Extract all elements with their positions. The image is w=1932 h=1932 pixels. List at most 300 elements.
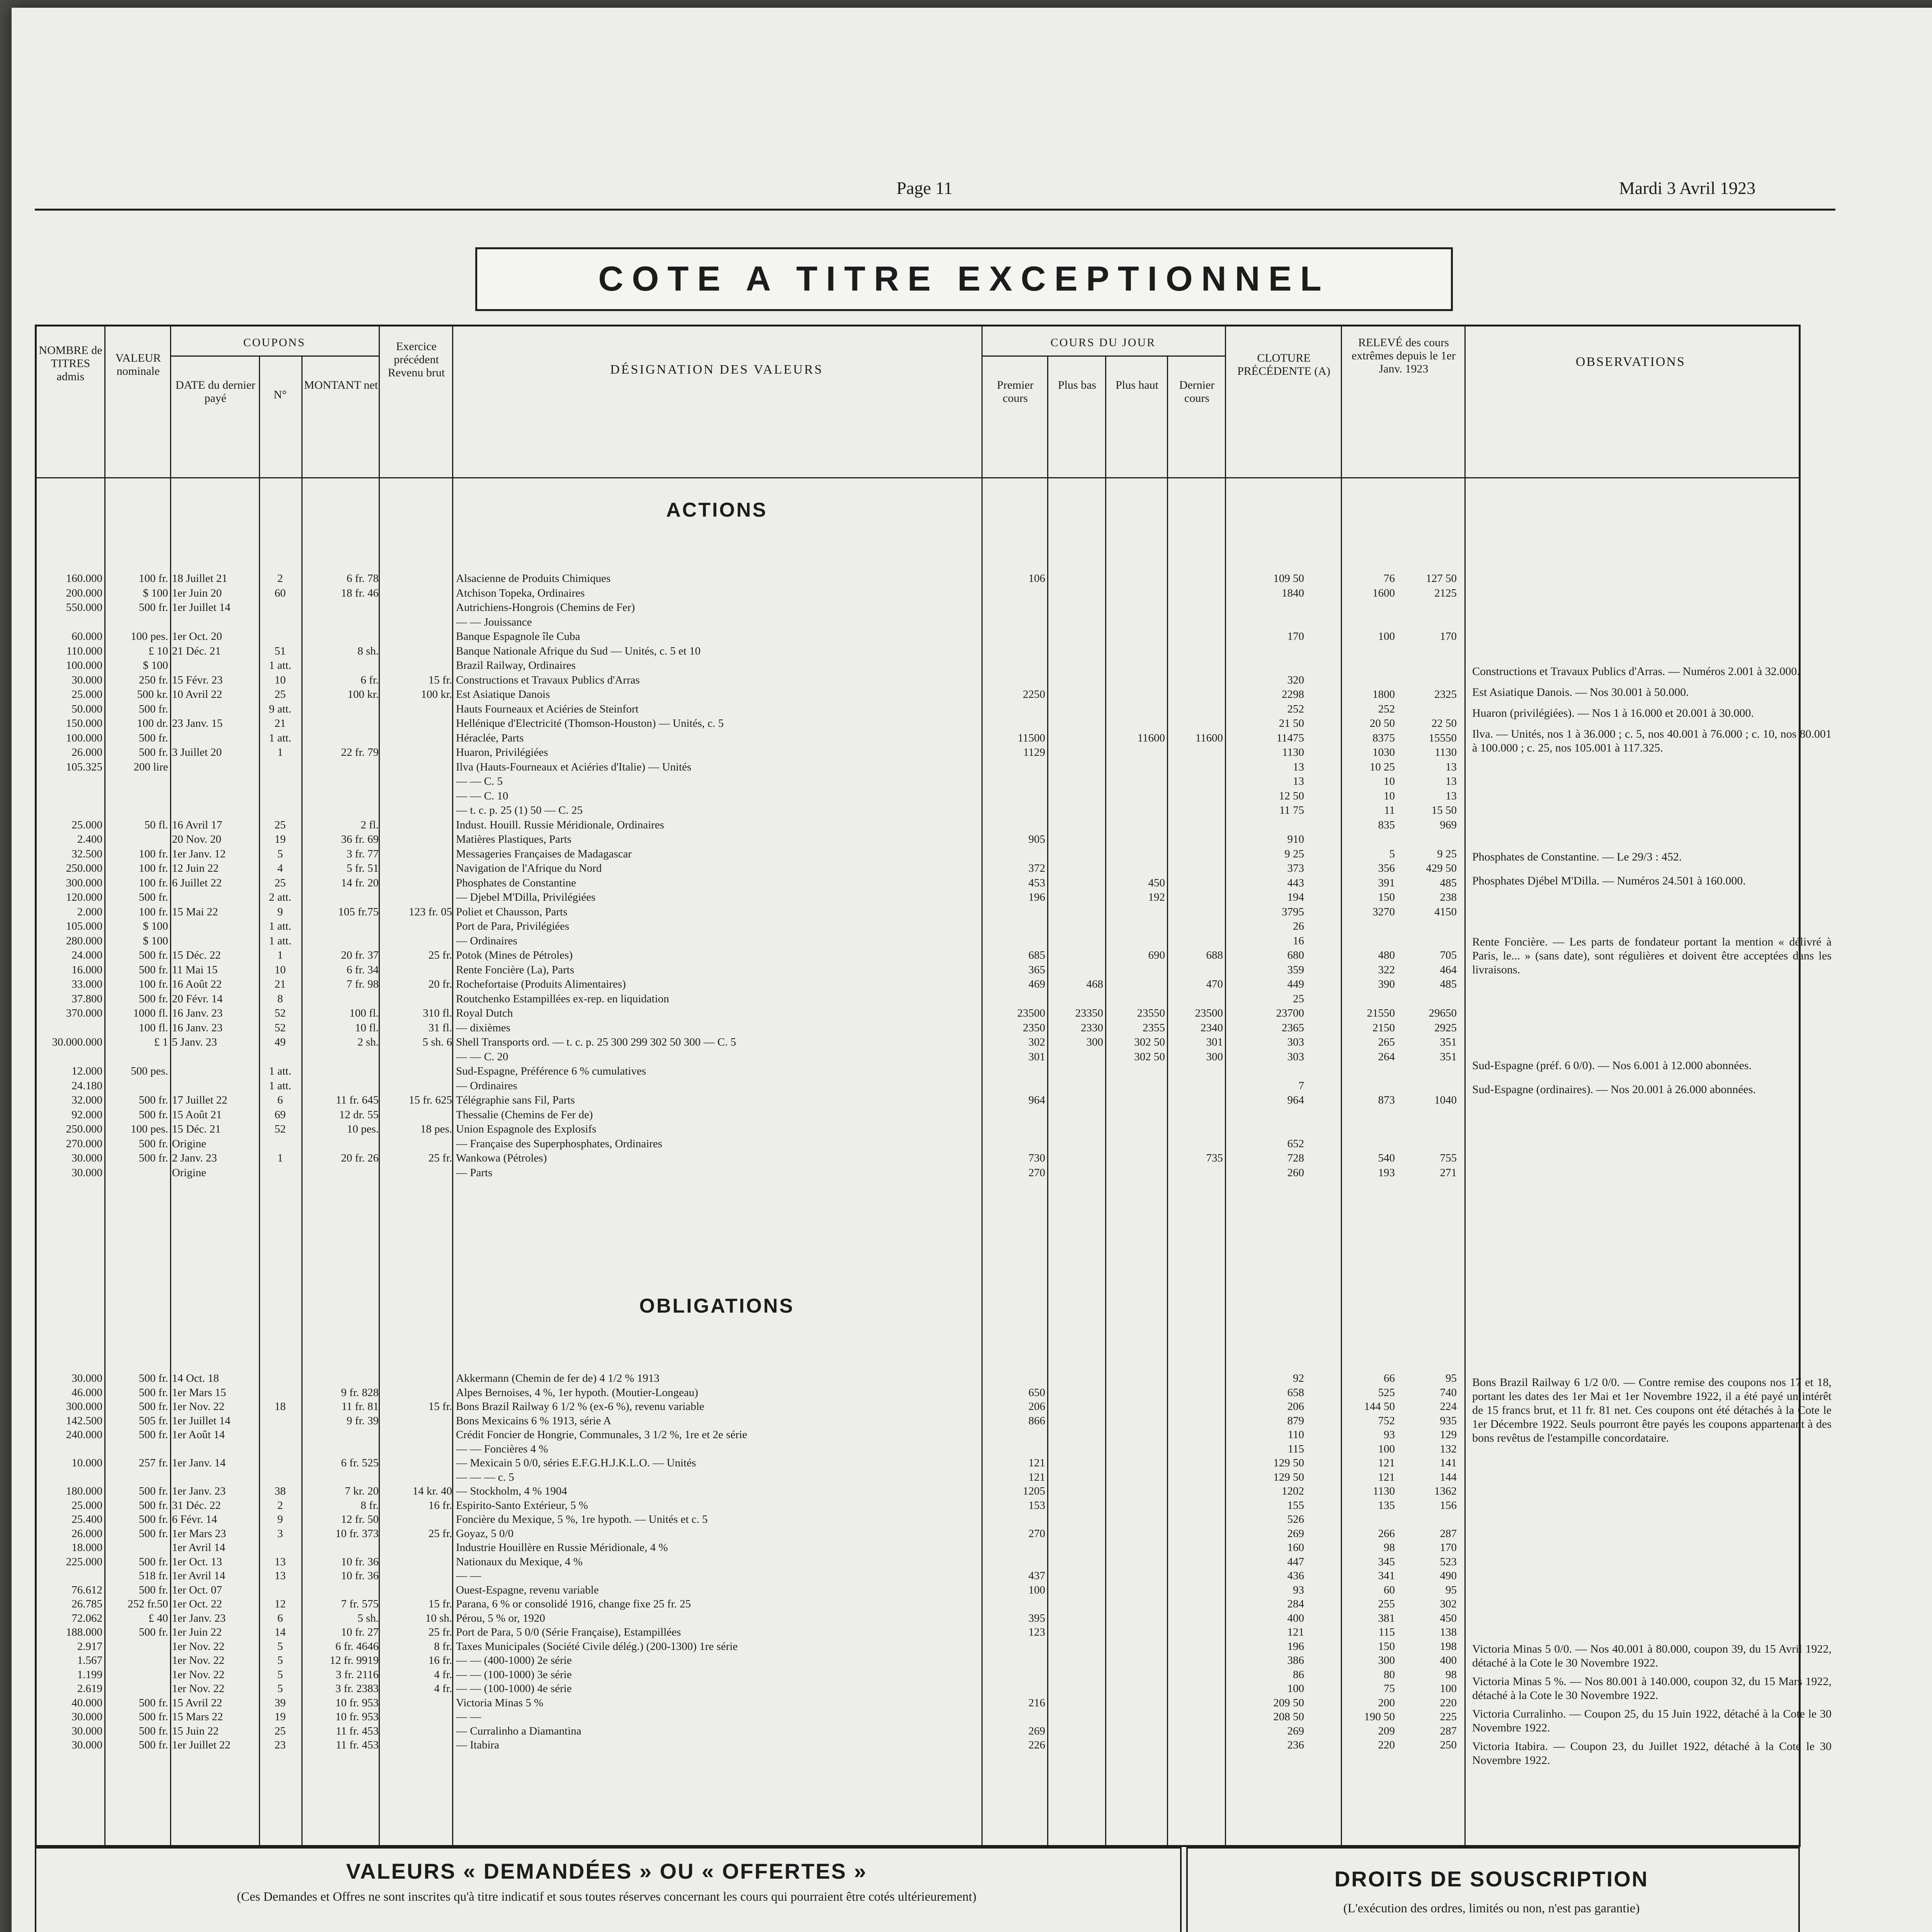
cell-premier: 365 [1028, 963, 1045, 976]
cell-designation: Hauts Fourneaux et Aciéries de Steinfort [456, 702, 639, 715]
table-row [35, 978, 1464, 991]
page-date: Mardi 3 Avril 1923 [1619, 178, 1756, 198]
cell-valeur: 500 fr. [139, 1555, 168, 1568]
cell-releve-bas: 80 [1384, 1668, 1395, 1681]
cell-designation: Navigation de l'Afrique du Nord [456, 862, 602, 874]
cell-cloture: 3795 [1282, 905, 1304, 918]
cell-nombre: 2.917 [77, 1640, 102, 1653]
cell-valeur: $ 100 [143, 587, 168, 599]
cell-plus-haut: 23550 [1137, 1007, 1165, 1019]
cell-releve-bas: 115 [1378, 1626, 1395, 1638]
cell-cloture: 11 75 [1279, 804, 1304, 816]
cell-cloture: 160 [1287, 1541, 1304, 1554]
cell-releve-haut: 2125 [1434, 587, 1457, 599]
table-row [35, 659, 1464, 672]
cell-montant: 12 fr. 50 [341, 1513, 379, 1526]
cell-nombre: 110.000 [66, 645, 102, 657]
cell-premier: 730 [1028, 1152, 1045, 1164]
cell-num: 5 [277, 847, 283, 860]
cell-num: 1 att. [269, 659, 291, 672]
cell-montant: 6 fr. [361, 673, 379, 686]
cell-num: 4 [277, 862, 283, 874]
cell-premier: 270 [1028, 1166, 1045, 1179]
cell-date: 1er Juin 20 [172, 587, 222, 599]
cell-releve-haut: 485 [1440, 876, 1457, 889]
cell-date: Origine [172, 1166, 206, 1179]
table-row [35, 847, 1464, 861]
cell-montant: 11 fr. 453 [336, 1739, 379, 1751]
demandees-title: VALEURS « DEMANDÉES » OU « OFFERTES » [346, 1859, 867, 1883]
cell-cloture: 436 [1287, 1570, 1304, 1582]
cell-montant: 6 fr. 525 [341, 1457, 379, 1469]
table-row [35, 920, 1464, 933]
cell-plus-haut: 11600 [1137, 731, 1165, 744]
cell-cloture: 25 [1293, 992, 1304, 1005]
cell-num: 21 [274, 717, 286, 730]
cell-montant: 10 fr. 373 [335, 1527, 379, 1540]
cell-cloture: 93 [1293, 1583, 1304, 1596]
cell-releve-bas: 322 [1378, 963, 1395, 976]
cell-releve-haut: 198 [1440, 1640, 1457, 1653]
cell-valeur: 500 fr. [139, 1696, 168, 1709]
cell-nombre: 30.000 [71, 1152, 102, 1164]
cell-nombre: 50.000 [71, 702, 102, 715]
cell-cloture: 2365 [1282, 1021, 1304, 1034]
cell-releve-haut: 2325 [1434, 688, 1457, 701]
cell-releve-bas: 266 [1378, 1527, 1395, 1540]
cell-releve-haut: 95 [1446, 1583, 1457, 1596]
cell-date: 1er Juillet 14 [172, 601, 231, 614]
cell-valeur: 252 fr.50 [128, 1598, 168, 1610]
obs-victoria-2: Victoria Minas 5 %. — Nos 80.001 à 140.000, coupon 32, du 15 Mars 1922, détaché à la Cote le 30 Novembre 1922. [1472, 1675, 1832, 1702]
cell-valeur: 250 fr. [139, 673, 168, 686]
cell-cloture: 1130 [1282, 746, 1304, 759]
cell-cloture: 320 [1287, 673, 1304, 686]
table-row [35, 1166, 1464, 1180]
cell-montant: 18 fr. 46 [341, 587, 379, 599]
cell-plus-bas: 468 [1086, 978, 1103, 990]
observations-block-3 [1472, 935, 1832, 1000]
cell-num: 2 att. [269, 891, 291, 903]
cell-releve-haut: 129 [1440, 1429, 1457, 1441]
cell-num: 52 [274, 1007, 286, 1019]
cell-releve-haut: 238 [1440, 891, 1457, 903]
cell-premier: 395 [1028, 1612, 1045, 1624]
cell-designation: Rochefortaise (Produits Alimentaires) [456, 978, 626, 990]
cell-releve-bas: 835 [1378, 818, 1395, 831]
cell-releve-bas: 1030 [1372, 746, 1395, 759]
col-coupons: COUPONS [243, 336, 306, 349]
table-row [35, 1471, 1464, 1484]
cell-cloture: 13 [1293, 775, 1304, 787]
cell-valeur: 100 pes. [131, 630, 168, 643]
cell-cloture: 284 [1287, 1598, 1304, 1610]
cell-premier: 226 [1028, 1739, 1045, 1751]
col-cloture: CLOTURE PRÉCÉDENTE (A) [1237, 352, 1330, 378]
cell-num: 1 [277, 949, 283, 961]
cell-nombre: 270.000 [66, 1137, 102, 1150]
cell-cloture: 447 [1287, 1555, 1304, 1568]
cell-nombre: 24.180 [71, 1079, 102, 1092]
table-row [35, 804, 1464, 817]
cell-num: 8 [277, 992, 283, 1005]
cell-designation: — — C. 20 [456, 1050, 509, 1063]
table-row [35, 1414, 1464, 1428]
cell-releve-bas: 121 [1378, 1471, 1395, 1483]
cell-nombre: 225.000 [66, 1555, 102, 1568]
cell-dernier: 735 [1206, 1152, 1223, 1164]
cell-nombre: 30.000 [71, 1725, 102, 1737]
cell-designation: Atchison Topeka, Ordinaires [456, 587, 585, 599]
cell-valeur: 500 fr. [139, 1499, 168, 1512]
cell-designation: Potok (Mines de Pétroles) [456, 949, 573, 961]
cell-premier: 121 [1028, 1471, 1045, 1483]
cell-montant: 10 fr. 953 [335, 1696, 379, 1709]
cell-designation: Port de Para, Privilégiées [456, 920, 570, 932]
cell-montant: 10 fr. 36 [341, 1555, 379, 1568]
cell-date: 18 Juillet 21 [172, 572, 228, 585]
cell-exercice: 14 kr. 40 [412, 1485, 452, 1497]
col-cours-jour: COURS DU JOUR [1050, 336, 1156, 349]
cell-valeur: 500 fr. [139, 731, 168, 744]
cell-exercice: 4 fr. [434, 1682, 452, 1695]
table-row [35, 789, 1464, 803]
table-row [35, 1442, 1464, 1456]
cell-releve-bas: 356 [1378, 862, 1395, 874]
cell-date: 6 Juillet 22 [172, 876, 222, 889]
table-row [35, 1428, 1464, 1442]
cell-premier: 2350 [1023, 1021, 1045, 1034]
table-row [35, 1682, 1464, 1696]
cell-date: Origine [172, 1137, 206, 1150]
cell-nombre: 300.000 [66, 876, 102, 889]
cell-nombre: 32.500 [71, 847, 102, 860]
cell-montant: 9 fr. 828 [341, 1386, 379, 1399]
cell-valeur: 100 fl. [139, 1021, 168, 1034]
cell-valeur: 500 fr. [139, 1485, 168, 1497]
cell-designation: — Française des Superphosphates, Ordinaires [456, 1137, 662, 1150]
cell-cloture: 526 [1287, 1513, 1304, 1526]
cell-date: 15 Déc. 21 [172, 1123, 221, 1135]
cell-num: 38 [274, 1485, 286, 1497]
cell-designation: — — Foncières 4 % [456, 1442, 548, 1455]
cell-releve-bas: 98 [1384, 1541, 1395, 1554]
cell-montant: 20 fr. 37 [341, 949, 379, 961]
cell-nombre: 150.000 [66, 717, 102, 730]
cell-valeur: $ 100 [143, 659, 168, 672]
col-montant: MONTANT net [304, 379, 378, 391]
cell-valeur: 500 fr. [139, 891, 168, 903]
cell-valeur: 200 lire [133, 760, 168, 773]
cell-designation: Alpes Bernoises, 4 %, 1er hypoth. (Moutier-Longeau) [456, 1386, 698, 1399]
cell-releve-bas: 150 [1378, 891, 1395, 903]
cell-valeur: £ 1 [154, 1036, 168, 1048]
cell-date: 20 Févr. 14 [172, 992, 223, 1005]
cell-designation: Wankowa (Pétroles) [456, 1152, 547, 1164]
cell-releve-bas: 11 [1384, 804, 1395, 816]
cell-valeur: 50 fl. [144, 818, 168, 831]
obs-victoria-1: Victoria Minas 5 0/0. — Nos 40.001 à 80.000, coupon 39, du 15 Avril 1922, détaché à la Cote le 30 Novembre 1922. [1472, 1643, 1832, 1669]
col-dernier: Dernier cours [1179, 379, 1215, 405]
cell-num: 9 [277, 1513, 283, 1526]
col-date: DATE du dernier payé [175, 379, 255, 405]
cell-valeur: 500 fr. [139, 1400, 168, 1413]
cell-premier: 1129 [1023, 746, 1045, 759]
cell-releve-haut: 13 [1446, 775, 1457, 787]
cell-designation: Rente Foncière (La), Parts [456, 963, 575, 976]
cell-dernier: 2340 [1201, 1021, 1223, 1034]
cell-releve-haut: 1130 [1435, 746, 1457, 759]
cell-plus-bas: 23350 [1075, 1007, 1103, 1019]
cell-releve-haut: 220 [1440, 1696, 1457, 1709]
cell-releve-bas: 21550 [1367, 1007, 1395, 1019]
cell-designation: — Mexicain 5 0/0, séries E.F.G.H.J.K.L.O. — Unités [456, 1457, 696, 1469]
cell-designation: Héraclée, Parts [456, 731, 524, 744]
cell-nombre: 30.000.000 [52, 1036, 102, 1048]
cell-num: 10 [274, 673, 286, 686]
cell-releve-haut: 29650 [1429, 1007, 1457, 1019]
cell-releve-bas: 144 50 [1364, 1400, 1395, 1413]
cell-exercice: 15 fr. [428, 1400, 452, 1413]
cell-cloture: 400 [1287, 1612, 1304, 1624]
cell-exercice: 5 sh. 6 [422, 1036, 452, 1048]
cell-premier: 269 [1028, 1725, 1045, 1737]
cell-valeur: 500 fr. [139, 1711, 168, 1723]
cell-montant: 8 fr. [361, 1499, 379, 1512]
obs-phosphates: Phosphates de Constantine. — Le 29/3 : 452. [1472, 850, 1682, 863]
cell-nombre: 250.000 [66, 1123, 102, 1135]
cell-premier: 469 [1028, 978, 1045, 990]
table-row [35, 688, 1464, 701]
cell-exercice: 16 fr. [428, 1499, 452, 1512]
cell-dernier: 688 [1206, 949, 1223, 961]
cell-valeur: 100 fr. [139, 905, 168, 918]
cell-releve-haut: 1040 [1434, 1094, 1457, 1106]
cell-valeur: 500 fr. [139, 1137, 168, 1150]
cell-designation: Espirito-Santo Extérieur, 5 % [456, 1499, 588, 1512]
col-releve: RELEVÉ des cours extrêmes depuis le 1er Janv. 1923 [1351, 336, 1456, 375]
table-row [35, 1725, 1464, 1738]
cell-montant: 11 fr. 453 [336, 1725, 379, 1737]
obligations-table-body [35, 1372, 1464, 1758]
cell-releve-bas: 265 [1378, 1036, 1395, 1048]
table-row [35, 1065, 1464, 1078]
cell-releve-haut: 138 [1440, 1626, 1457, 1638]
cell-date: 3 Juillet 20 [172, 746, 222, 759]
cell-releve-bas: 93 [1384, 1429, 1395, 1441]
cell-num: 1 att. [269, 934, 291, 947]
cell-premier: 216 [1028, 1696, 1045, 1709]
cell-nombre: 92.000 [71, 1108, 102, 1121]
cell-designation: — — — c. 5 [456, 1471, 514, 1483]
cell-valeur: 257 fr. [139, 1457, 168, 1469]
cell-nombre: 1.199 [77, 1668, 102, 1681]
cell-montant: 10 fr. 953 [335, 1711, 379, 1723]
cell-valeur: £ 40 [148, 1612, 168, 1624]
cell-date: 1er Nov. 22 [172, 1640, 224, 1653]
cell-nombre: 2.000 [77, 905, 102, 918]
cell-designation: — — Jouissance [456, 616, 532, 628]
cell-valeur: 500 pes. [131, 1065, 168, 1077]
cell-nombre: 25.000 [71, 818, 102, 831]
col-plus-bas: Plus bas [1058, 379, 1097, 391]
cell-valeur: 500 fr. [139, 1386, 168, 1399]
cell-valeur: 500 fr. [139, 746, 168, 759]
cell-num: 25 [274, 1725, 286, 1737]
cell-designation: Poliet et Chausson, Parts [456, 905, 568, 918]
cell-date: 1er Oct. 13 [172, 1555, 222, 1568]
cell-valeur: 500 fr. [139, 1108, 168, 1121]
cell-date: 1er Janv. 14 [172, 1457, 226, 1469]
cell-date: 31 Déc. 22 [172, 1499, 221, 1512]
cell-nombre: 300.000 [66, 1400, 102, 1413]
cell-designation: Nationaux du Mexique, 4 % [456, 1555, 583, 1568]
cell-date: 1er Nov. 22 [172, 1668, 224, 1681]
cell-cloture: 910 [1287, 833, 1304, 845]
cell-montant: 22 fr. 79 [341, 746, 379, 759]
col-num: N° [274, 388, 287, 401]
cell-nombre: 188.000 [66, 1626, 102, 1638]
col-nombre: NOMBRE de TITRES admis [39, 344, 102, 383]
cell-premier: 106 [1028, 572, 1045, 585]
cell-cloture: 115 [1287, 1442, 1304, 1455]
cell-plus-haut: 690 [1148, 949, 1165, 961]
cell-premier: 302 [1028, 1036, 1045, 1048]
cell-releve-bas: 264 [1378, 1050, 1395, 1063]
cell-designation: — Curralinho a Diamantina [456, 1725, 582, 1737]
cell-cloture: 1202 [1282, 1485, 1304, 1497]
table-row [35, 992, 1464, 1006]
table-row [35, 1569, 1464, 1583]
cell-nombre: 280.000 [66, 934, 102, 947]
cell-designation: — — (400-1000) 2e série [456, 1654, 572, 1667]
cell-date: 1er Oct. 07 [172, 1583, 222, 1596]
cell-nombre: 240.000 [66, 1429, 102, 1441]
cell-releve-haut: 429 50 [1426, 862, 1457, 874]
cell-releve-bas: 300 [1378, 1654, 1395, 1667]
cell-num: 5 [277, 1668, 283, 1681]
table-row [35, 1021, 1464, 1035]
cell-date: 1er Juillet 22 [172, 1739, 231, 1751]
cell-montant: 105 fr.75 [338, 905, 379, 918]
cell-releve-haut: 287 [1440, 1725, 1457, 1737]
cell-valeur: 500 fr. [139, 992, 168, 1005]
cell-nombre: 160.000 [66, 572, 102, 585]
cell-releve-haut: 740 [1440, 1386, 1457, 1399]
cell-cloture: 155 [1287, 1499, 1304, 1512]
cell-cloture: 129 50 [1273, 1471, 1304, 1483]
cell-designation: — — C. 10 [456, 789, 509, 802]
cell-cloture: 449 [1287, 978, 1304, 990]
cell-cloture: 110 [1287, 1429, 1304, 1441]
cell-designation: Royal Dutch [456, 1007, 513, 1019]
cell-releve-haut: 2925 [1434, 1021, 1457, 1034]
cell-valeur: 100 fr. [139, 862, 168, 874]
cell-nombre: 26.000 [71, 746, 102, 759]
cell-nombre: 76.612 [71, 1583, 102, 1596]
cell-montant: 5 sh. [357, 1612, 379, 1624]
cell-exercice: 18 pes. [420, 1123, 452, 1135]
cell-designation: — t. c. p. 25 (1) 50 — C. 25 [456, 804, 583, 816]
cell-num: 5 [277, 1640, 283, 1653]
cell-designation: Banque Nationale Afrique du Sud — Unités, c. 5 et 10 [456, 645, 701, 657]
cell-nombre: 30.000 [71, 1372, 102, 1384]
cell-nombre: 26.785 [71, 1598, 102, 1610]
col-premier: Premier cours [997, 379, 1034, 405]
cell-cloture: 7 [1298, 1079, 1304, 1092]
cell-valeur: 500 fr. [139, 963, 168, 976]
cell-designation: Thessalie (Chemins de Fer de) [456, 1108, 593, 1121]
cell-premier: 270 [1028, 1527, 1045, 1540]
cell-nombre: 105.325 [66, 760, 102, 773]
cell-cloture: 658 [1287, 1386, 1304, 1399]
cell-releve-bas: 540 [1378, 1152, 1395, 1164]
cell-date: 1er Juillet 14 [172, 1414, 231, 1427]
cell-releve-bas: 1600 [1372, 587, 1395, 599]
cell-premier: 121 [1028, 1457, 1045, 1469]
cell-num: 13 [274, 1570, 286, 1582]
cell-cloture: 208 50 [1273, 1711, 1304, 1723]
cell-nombre: 142.500 [66, 1414, 102, 1427]
cell-num: 10 [274, 963, 286, 976]
cell-date: 1er Juin 22 [172, 1626, 222, 1638]
cell-designation: Phosphates de Constantine [456, 876, 576, 889]
cell-cloture: 269 [1287, 1527, 1304, 1540]
cell-cloture: 680 [1287, 949, 1304, 961]
cell-date: 15 Avril 22 [172, 1696, 222, 1709]
cell-num: 18 [274, 1400, 286, 1413]
cell-nombre: 46.000 [71, 1386, 102, 1399]
cell-releve-bas: 76 [1384, 572, 1395, 585]
cell-designation: — Ordinaires [456, 1079, 517, 1092]
cell-designation: Indust. Houill. Russie Méridionale, Ordinaires [456, 818, 664, 831]
cell-designation: Ilva (Hauts-Fourneaux et Aciéries d'Italie) — Unités [456, 760, 692, 773]
cell-releve-bas: 480 [1378, 949, 1395, 961]
cell-montant: 2 fl. [361, 818, 379, 831]
cell-date: 15 Déc. 22 [172, 949, 221, 961]
cell-num: 25 [274, 688, 286, 701]
observations-block-4 [1472, 1059, 1832, 1120]
obligations-heading: OBLIGATIONS [639, 1295, 794, 1317]
table-row [35, 616, 1464, 629]
table-row [35, 645, 1464, 658]
cell-cloture: 170 [1287, 630, 1304, 643]
obs-victoria-curralinho: Victoria Curralinho. — Coupon 25, du 15 Juin 1922, détaché à la Cote le 30 Novembre 1922. [1472, 1708, 1832, 1734]
cell-cloture: 206 [1287, 1400, 1304, 1413]
cell-designation: Akkermann (Chemin de fer de) 4 1/2 % 1913 [456, 1372, 660, 1384]
col-plus-haut: Plus haut [1116, 379, 1158, 391]
cell-designation: Crédit Foncier de Hongrie, Communales, 3 1/2 %, 1re et 2e série [456, 1429, 747, 1441]
cell-designation: Goyaz, 5 0/0 [456, 1527, 514, 1540]
cell-num: 1 [277, 746, 283, 759]
cell-date: 2 Janv. 23 [172, 1152, 217, 1164]
cell-date: 1er Mars 15 [172, 1386, 226, 1399]
cell-cloture: 303 [1287, 1050, 1304, 1063]
cell-cloture: 100 [1287, 1682, 1304, 1695]
cell-valeur: 500 fr. [139, 702, 168, 715]
cell-cloture: 23700 [1276, 1007, 1304, 1019]
cell-date: 1er Mars 23 [172, 1527, 226, 1540]
table-row [35, 891, 1464, 904]
cell-exercice: 25 fr. [428, 1527, 452, 1540]
cell-nombre: 370.000 [66, 1007, 102, 1019]
cell-cloture: 194 [1287, 891, 1304, 903]
cell-releve-bas: 10 [1384, 775, 1395, 787]
cell-num: 1 [277, 1152, 283, 1164]
cell-valeur: 100 fr. [139, 572, 168, 585]
cell-premier: 206 [1028, 1400, 1045, 1413]
cell-releve-bas: 341 [1378, 1570, 1395, 1582]
